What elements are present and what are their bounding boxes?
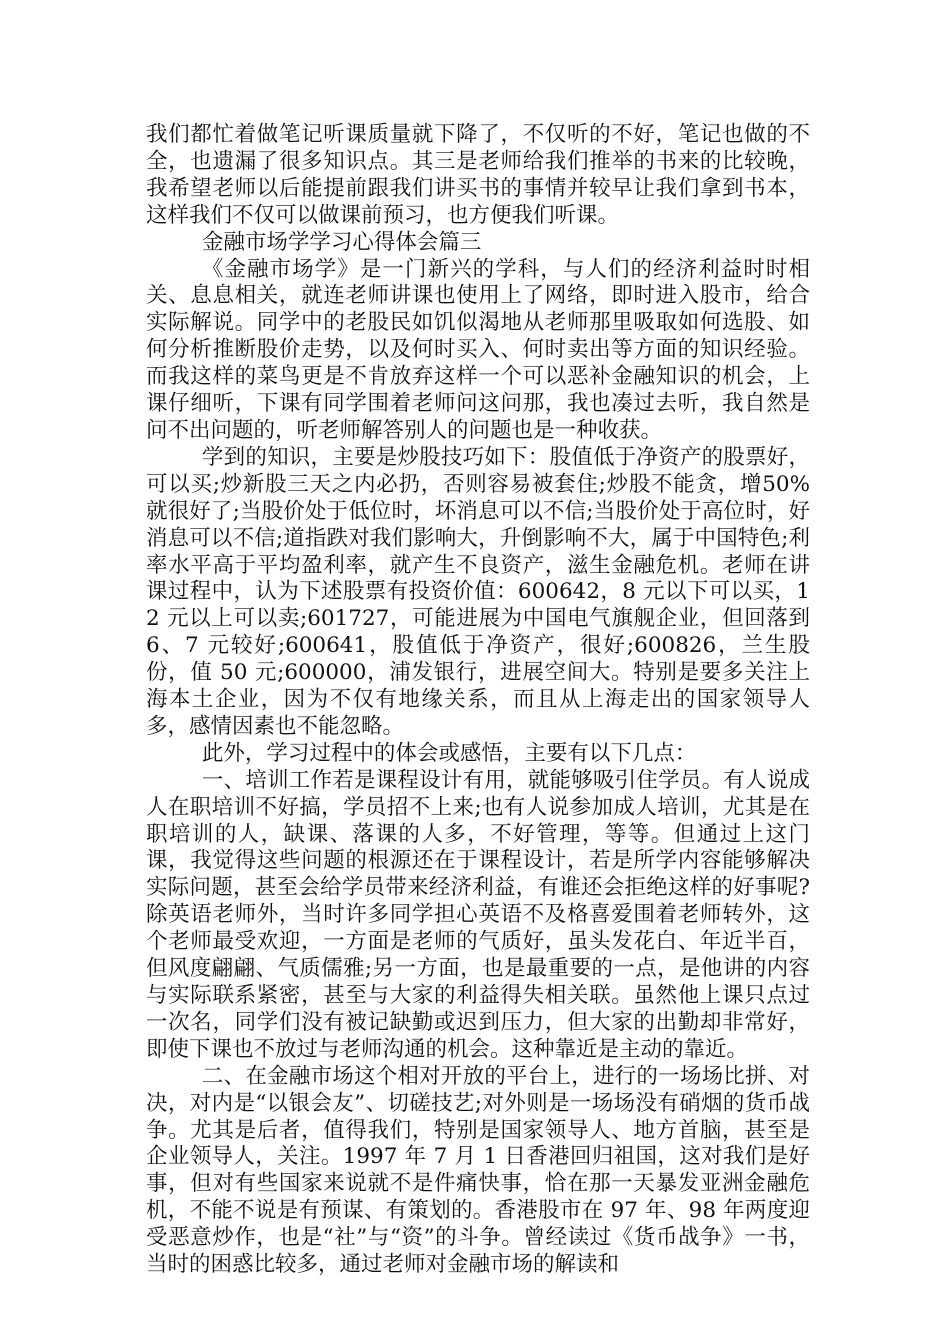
- document-body: [146, 122, 810, 1279]
- paragraph-1: 我们都忙着做笔记听课质量就下降了，不仅听的不好，笔记也做的不全，也遗漏了很多知识点。其三是老师给我们推举的书来的比较晚，我希望老师以后能提前跟我们讲买书的事情并较早让我们拿到书本，这样我们不仅可以做课前预习，也方便我们听课。: [146, 122, 810, 228]
- paragraph-5: 此外，学习过程中的体会或感悟，主要有以下几点：: [201, 740, 697, 766]
- paragraph-7: 二、在金融市场这个相对开放的平台上，进行的一场场比拼、对决，对内是“以银会友”、切磋技艺;对外则是一场场没有硝烟的货币战争。尤其是后者，值得我们，特别是国家领导人、地方首脑，甚至是企业领导人，关注。1997 年 7 月 1 日香港回归祖国，这对我们是好事，但对有些国家来说就不是件痛快事，恰在那一天暴发亚洲金融危机，不能不说是有预谋、有策划的。香港股市在 97 年、98 年两度迎受恶意炒作，也是“社”与“资”的斗争。曾经读过《货币战争》一书，当时的困惑比较多，通过老师对金融市场的解读和: [146, 1063, 810, 1278]
- paragraph-3: 《金融市场学》是一门新兴的学科，与人们的经济利益时时相关、息息相关，就连老师讲课也使用上了网络，即时进入股市，给合实际解说。同学中的老股民如饥似渴地从老师那里吸取如何选股、如何分析推断股价走势，以及何时买入、何时卖出等方面的知识经验。而我这样的菜鸟更是不肯放弃这样一个可以恶补金融知识的机会，上课仔细听，下课有同学围着老师问这问那，我也凑过去听，我自然是问不出问题的，听老师解答别人的问题也是一种收获。: [146, 256, 810, 443]
- section-heading: 金融市场学学习心得体会篇三: [201, 229, 482, 255]
- paragraph-4: 学到的知识，主要是炒股技巧如下：股值低于净资产的股票好，可以买;炒新股三天之内必扔，否则容易被套住;炒股不能贪，增50%就很好了;当股价处于低位时，坏消息可以不信;当股价处于高位时，好消息可以不信;道指跌对我们影响大，升倒影响不大，属于中国特色;利率水平高于平均盈利率，就产生不良资产，滋生金融危机。老师在讲课过程中，认为下述股票有投资价值：600642，8 元以下可以买，12 元以上可以卖;601727，可能进展为中国电气旗舰企业，但回落到 6、7 元较好;600641，股值低于净资产，很好;600826，兰生股份，值 50 元;600000，浦发银行，进展空间大。特别是要多关注上海本土企业，因为不仅有地缘关系，而且从上海走出的国家领导人多，感情因素也不能忽略。: [146, 444, 810, 739]
- paragraph-6: 一、培训工作若是课程设计有用，就能够吸引住学员。有人说成人在职培训不好搞，学员招不上来;也有人说参加成人培训，尤其是在职培训的人，缺课、落课的人多，不好管理，等等。但通过上这门课，我觉得这些问题的根源还在于课程设计，若是所学内容能够解决实际问题，甚至会给学员带来经济利益，有谁还会拒绝这样的好事呢?除英语老师外，当时许多同学担心英语不及格喜爱围着老师转外，这个老师最受欢迎，一方面是老师的气质好，虽头发花白、年近半百，但风度翩翩、气质儒雅;另一方面，也是最重要的一点，是他讲的内容与实际联系紧密，甚至与大家的利益得失相关联。虽然他上课只点过一次名，同学们没有被记缺勤或迟到压力，但大家的出勤却非常好，即使下课也不放过与老师沟通的机会。这种靠近是主动的靠近。: [146, 767, 810, 1062]
